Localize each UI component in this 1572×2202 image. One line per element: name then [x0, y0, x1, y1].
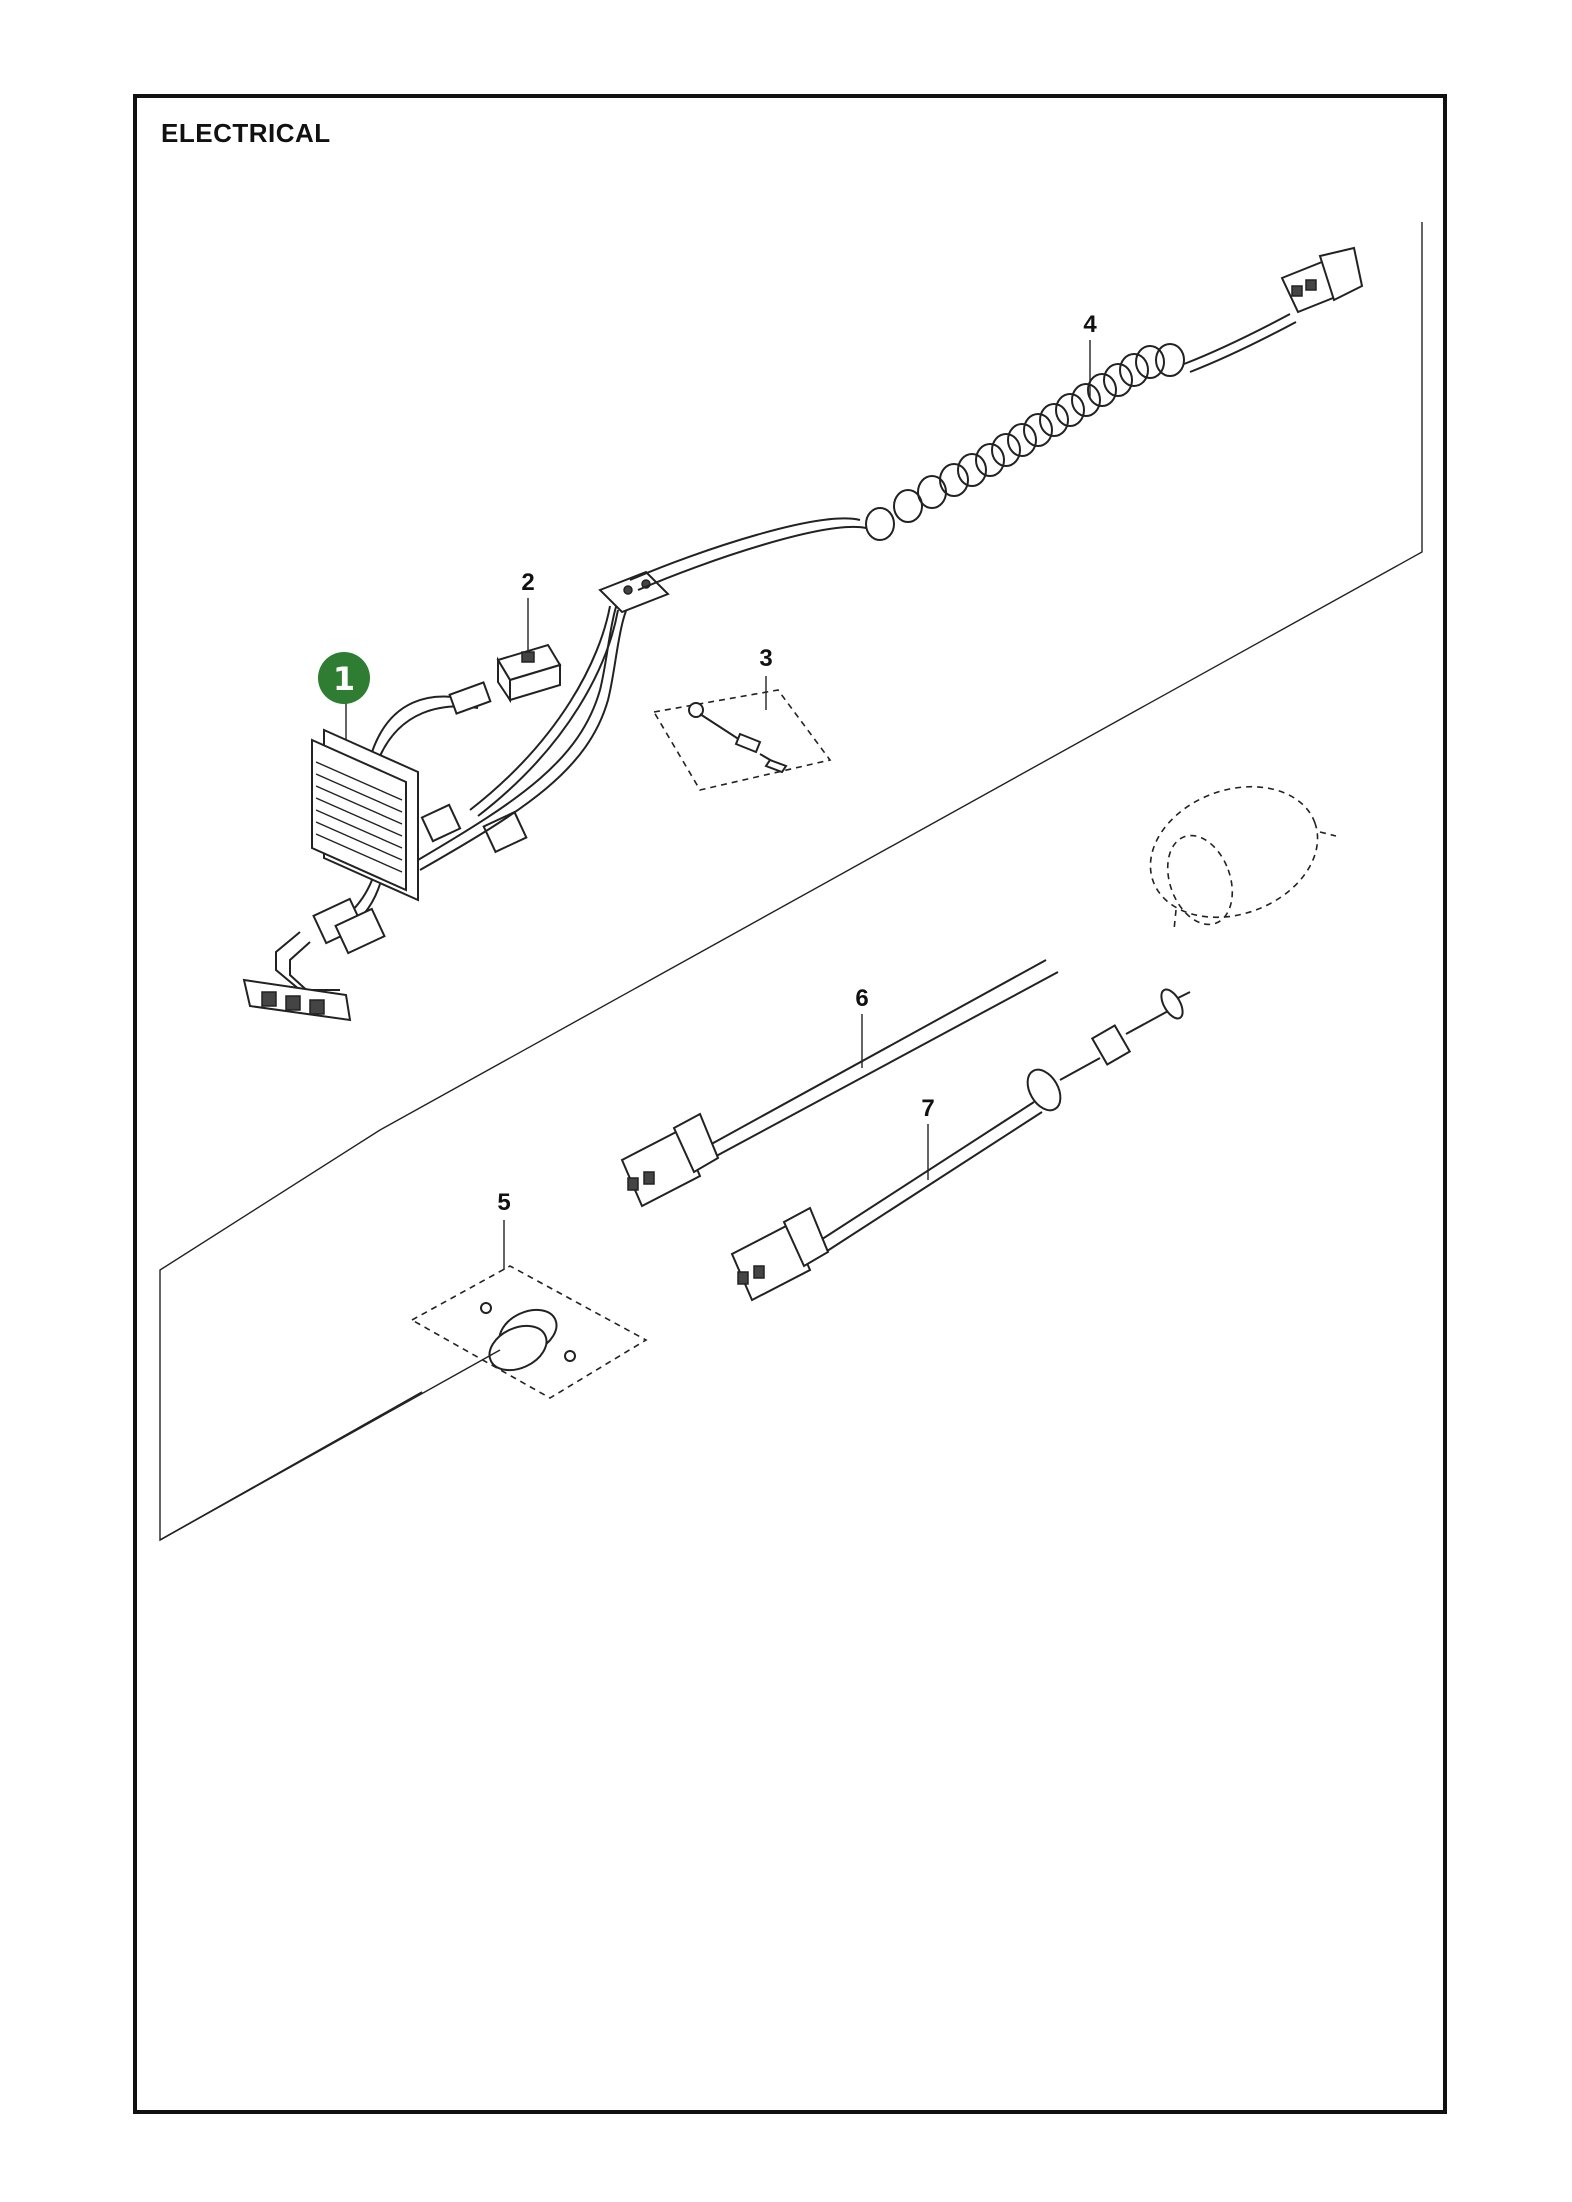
page-title: ELECTRICAL	[161, 118, 331, 148]
callout-4: 4	[1083, 311, 1097, 338]
coiled-cable-part-4[interactable]	[630, 248, 1362, 590]
leader-lines	[346, 340, 1090, 1270]
callout-7: 7	[921, 1095, 935, 1122]
callout-6: 6	[855, 985, 869, 1012]
cable-part-7[interactable]	[732, 986, 1190, 1300]
motor-reference-outline	[1132, 764, 1336, 939]
callout-badge-1[interactable]	[318, 652, 370, 704]
cable-part-6[interactable]	[622, 960, 1058, 1206]
callout-5: 5	[497, 1189, 511, 1216]
upper-plane-outline	[160, 222, 1422, 1540]
callout-2: 2	[521, 569, 535, 596]
callout-3: 3	[759, 645, 773, 672]
connector-block-part-2[interactable]	[498, 645, 560, 700]
callout-1-label: 1	[332, 660, 356, 698]
circuit-board-plate	[470, 572, 668, 816]
control-module-part-1[interactable]	[244, 580, 638, 1020]
screw-kit-part-3[interactable]	[654, 690, 830, 790]
